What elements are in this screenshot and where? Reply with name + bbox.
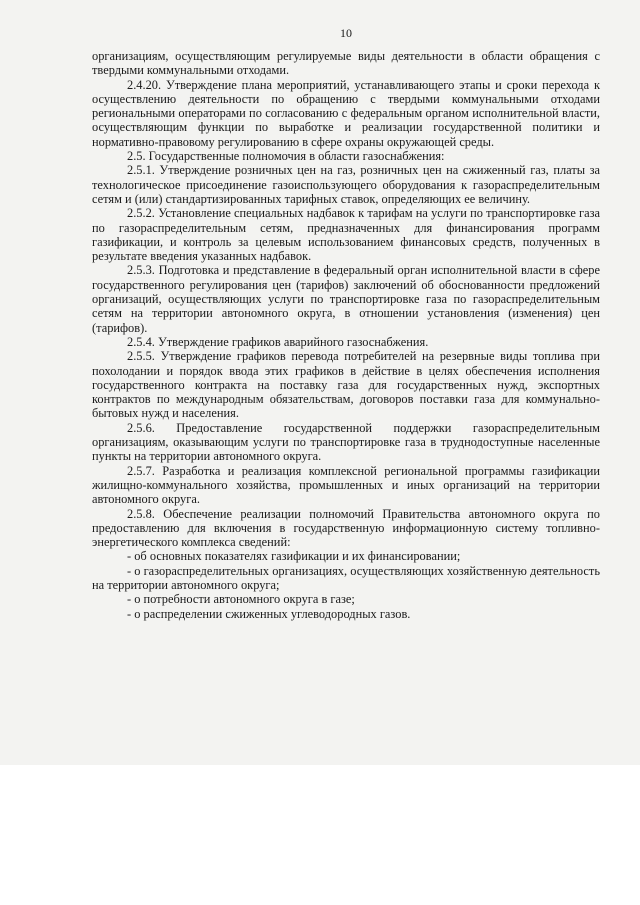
page-number: 10 <box>340 26 352 40</box>
section-heading: 2.5. Государственные полномочия в области газоснабжения: <box>127 149 445 164</box>
list-item: - о потребности автономного округа в газе; <box>127 592 355 607</box>
blank-area <box>0 765 640 905</box>
list-item: - о распределении сжиженных углеводородных газов. <box>127 606 411 621</box>
paragraph: 2.5.7. Разработка и реализация комплексной региональной программы газификации жилищно-коммунального хозяйства, промышленных и иных организаций на территории автономного округа. <box>92 463 600 507</box>
paragraph: 2.5.8. Обеспечение реализации полномочий Правительства автономного округа по предоставлению для включения в государственную информационную систему топливно-энергетического комплекса сведений: <box>92 506 600 550</box>
document-body <box>92 49 600 621</box>
paragraph: 2.5.3. Подготовка и представление в федеральный орган исполнительной власти в сфере государственного регулирования цен (тарифов) заключений об обоснованности предложений организаций, осуществляющих услуги по транспортировке газа по газораспределительным сетям на территории автономного округа, в отношении установления (изменения) цен (тарифов). <box>92 263 600 335</box>
list-item: - о газораспределительных организациях, осуществляющих хозяйственную деятельность на территории автономного округа; <box>92 563 600 592</box>
paragraph: 2.5.5. Утверждение графиков перевода потребителей на резервные виды топлива при похолодании и порядок ввода этих графиков в действие в целях обеспечения исполнения государственного контракта на поставку газа для государственных нужд, экспортных контрактов по международным обязательствам, договоров поставки газа для коммунально-бытовых нужд и населения. <box>92 349 600 421</box>
paragraph: 2.5.6. Предоставление государственной поддержки газораспределительным организациям, оказывающим услуги по транспортировке газа в труднодоступные населенные пункты на территории автономного округа. <box>92 420 600 464</box>
paragraph: 2.5.1. Утверждение розничных цен на газ, розничных цен на сжиженный газ, платы за технологическое присоединение газоиспользующего оборудования к газораспределительным сетям и (или) стандартизированных тарифных ставок, определяющих ее величину. <box>92 163 600 206</box>
paragraph: 2.5.4. Утверждение графиков аварийного газоснабжения. <box>127 334 429 349</box>
paragraph: 2.4.20. Утверждение плана мероприятий, устанавливающего этапы и сроки перехода к осуществлению деятельности по обращению с твердыми коммунальными отходами региональными операторами по согласованию с федеральным органом исполнительной власти, осуществляющим функции по выработке и реализации государственной политики и нормативно-правовому регулированию в сфере охраны окружающей среды. <box>92 77 600 149</box>
paragraph: 2.5.2. Установление специальных надбавок к тарифам на услуги по транспортировке газа по газораспределительным сетям, предназначенных для финансирования программ газификации, и контроль за целевым использованием финансовых средств, полученных в результате введения указанных надбавок. <box>92 206 600 264</box>
list-item: - об основных показателях газификации и их финансировании; <box>127 549 461 564</box>
paragraph: организациям, осуществляющим регулируемые виды деятельности в области обращения с твердыми коммунальными отходами. <box>92 49 600 78</box>
